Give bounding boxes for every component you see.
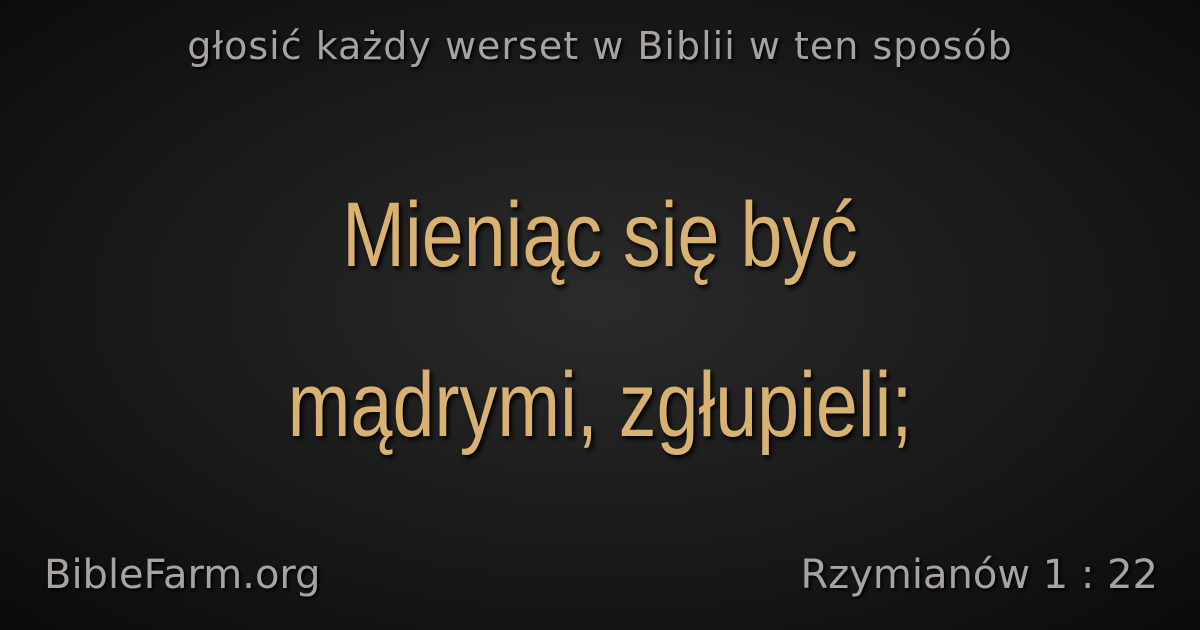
verse-reference: Rzymianów 1 : 22 (800, 552, 1158, 598)
site-name: BibleFarm.org (44, 552, 321, 598)
verse-line: Mieniąc się być (342, 184, 858, 286)
tagline: głosić każdy werset w Biblii w ten sposób (187, 24, 1013, 68)
verse-text (157, 150, 1043, 490)
verse-line: mądrymi, zgłupieli; (287, 354, 913, 456)
